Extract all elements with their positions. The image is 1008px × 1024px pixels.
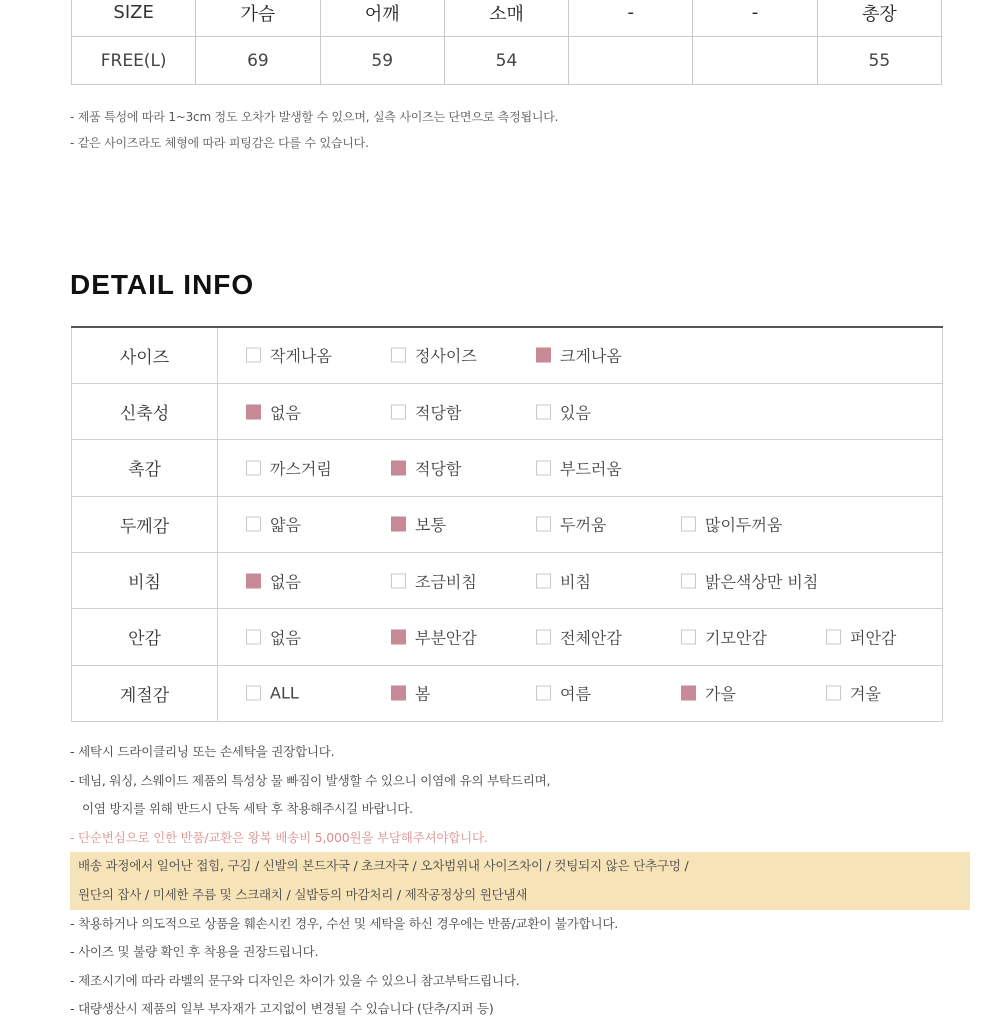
detail-info-title: DETAIL INFO bbox=[70, 269, 255, 300]
unchecked-box-icon bbox=[246, 686, 261, 701]
detail-option bbox=[391, 344, 477, 367]
detail-option bbox=[246, 456, 332, 479]
size-header-cell: 가슴 bbox=[196, 0, 320, 37]
size-cell: 55 bbox=[817, 37, 941, 85]
unchecked-box-icon bbox=[536, 517, 551, 532]
exclusion-note bbox=[70, 852, 970, 881]
detail-option-label: ALL bbox=[270, 683, 299, 703]
detail-row-label: 두께감 bbox=[72, 496, 218, 552]
detail-option bbox=[391, 625, 477, 648]
detail-row-options bbox=[218, 327, 943, 383]
detail-info-table bbox=[71, 326, 943, 722]
detail-option bbox=[391, 513, 446, 536]
unchecked-box-icon bbox=[391, 404, 406, 419]
unchecked-box-icon bbox=[246, 629, 261, 644]
detail-option bbox=[681, 513, 782, 536]
detail-option-label: 없음 bbox=[270, 572, 301, 592]
detail-option-label: 부드러움 bbox=[560, 459, 622, 479]
size-cell: 54 bbox=[444, 37, 568, 85]
unchecked-box-icon bbox=[826, 629, 841, 644]
unchecked-box-icon bbox=[246, 348, 261, 363]
care-note: - 착용하거나 의도적으로 상품을 훼손시킨 경우, 수선 및 세탁을 하신 경우에는 반품/교환이 불가합니다. bbox=[70, 915, 619, 931]
detail-row bbox=[72, 383, 943, 439]
care-note: - 제조시기에 따라 라벨의 문구와 디자인은 차이가 있을 수 있으니 참고부탁드립니다. bbox=[70, 972, 520, 988]
detail-row bbox=[72, 609, 943, 665]
detail-option-label: 기모안감 bbox=[705, 628, 767, 648]
size-header-cell: - bbox=[693, 0, 817, 37]
size-table-row bbox=[72, 37, 942, 85]
detail-option-label: 있음 bbox=[560, 403, 591, 423]
detail-row-label: 계절감 bbox=[72, 665, 218, 721]
checked-box-icon bbox=[246, 404, 261, 419]
size-cell bbox=[693, 37, 817, 85]
detail-option-label: 적당함 bbox=[415, 403, 462, 423]
size-header-cell: - bbox=[569, 0, 693, 37]
checked-box-icon bbox=[391, 629, 406, 644]
detail-option bbox=[536, 625, 622, 648]
detail-option-label: 가을 bbox=[705, 684, 736, 704]
checked-box-icon bbox=[391, 460, 406, 475]
detail-row-options bbox=[218, 496, 943, 552]
detail-row bbox=[72, 327, 943, 383]
detail-row-options bbox=[218, 665, 943, 721]
exclusion-note bbox=[70, 881, 970, 910]
unchecked-box-icon bbox=[536, 573, 551, 588]
detail-option-label: 부분안감 bbox=[415, 628, 477, 648]
size-header-cell: 소매 bbox=[444, 0, 568, 37]
detail-option-label: 두꺼움 bbox=[560, 515, 607, 535]
detail-option bbox=[391, 400, 461, 423]
size-header-cell: 어깨 bbox=[320, 0, 444, 37]
checked-box-icon bbox=[391, 686, 406, 701]
detail-option bbox=[536, 456, 622, 479]
detail-option bbox=[391, 456, 461, 479]
detail-option bbox=[246, 684, 299, 703]
detail-option bbox=[826, 682, 881, 705]
detail-option-label: 여름 bbox=[560, 684, 591, 704]
detail-option-label: 조금비침 bbox=[415, 572, 477, 592]
checked-box-icon bbox=[246, 573, 261, 588]
unchecked-box-icon bbox=[391, 348, 406, 363]
care-note: - 세탁시 드라이클리닝 또는 손세탁을 권장합니다. bbox=[70, 744, 335, 759]
detail-option bbox=[681, 682, 736, 705]
unchecked-box-icon bbox=[536, 404, 551, 419]
unchecked-box-icon bbox=[681, 517, 696, 532]
size-note: - 제품 특성에 따라 1~3cm 정도 오차가 발생할 수 있으며, 실측 사이즈는 단면으로 측정됩니다. bbox=[70, 110, 559, 124]
highlight-text: 배송 과정에서 일어난 접힘, 구김 / 신발의 본드자국 / 초크자국 / 오차범위내 사이즈차이 / 컷팅되지 않은 단추구멍 / bbox=[72, 856, 694, 875]
detail-option-label: 까스거림 bbox=[270, 459, 332, 479]
detail-option bbox=[246, 344, 332, 367]
detail-row bbox=[72, 552, 943, 608]
detail-option-label: 밝은색상만 비침 bbox=[705, 572, 819, 592]
size-note: - 같은 사이즈라도 체형에 따라 피팅감은 다를 수 있습니다. bbox=[70, 136, 369, 150]
unchecked-box-icon bbox=[246, 460, 261, 475]
size-header-cell: SIZE bbox=[72, 0, 196, 37]
detail-option-label: 없음 bbox=[270, 403, 301, 423]
detail-option bbox=[536, 682, 591, 705]
checked-box-icon bbox=[536, 348, 551, 363]
size-table bbox=[71, 0, 942, 85]
size-table-header bbox=[72, 0, 942, 37]
highlight-text: 원단의 잡사 / 미세한 주름 및 스크래치 / 실밥등의 마감처리 / 제작공정상의 원단냄새 bbox=[72, 885, 533, 904]
detail-option-label: 작게나옴 bbox=[270, 346, 332, 366]
detail-option bbox=[536, 513, 606, 536]
detail-option bbox=[246, 513, 301, 536]
return-fee-note: - 단순변심으로 인한 반품/교환은 왕복 배송비 5,000원을 부담해주셔야합니다. bbox=[70, 829, 488, 845]
unchecked-box-icon bbox=[681, 573, 696, 588]
size-header-cell: 총장 bbox=[817, 0, 941, 37]
checked-box-icon bbox=[681, 686, 696, 701]
detail-option bbox=[536, 400, 591, 423]
detail-option bbox=[246, 400, 301, 423]
care-note: - 사이즈 및 불량 확인 후 착용을 권장드립니다. bbox=[70, 944, 319, 960]
detail-option-label: 크게나옴 bbox=[560, 346, 622, 366]
checked-box-icon bbox=[391, 517, 406, 532]
detail-option-label: 비침 bbox=[560, 572, 591, 592]
care-notes bbox=[70, 738, 970, 1024]
detail-row bbox=[72, 440, 943, 496]
detail-option-label: 전체안감 bbox=[560, 628, 622, 648]
detail-row-label: 신축성 bbox=[72, 383, 218, 439]
unchecked-box-icon bbox=[391, 573, 406, 588]
detail-option bbox=[246, 625, 301, 648]
detail-option bbox=[536, 569, 591, 592]
care-note: - 대량생산시 제품의 일부 부자재가 고지없이 변경될 수 있습니다 (단추/지퍼 등) bbox=[70, 1001, 494, 1017]
unchecked-box-icon bbox=[536, 686, 551, 701]
detail-row-options bbox=[218, 609, 943, 665]
detail-row bbox=[72, 665, 943, 721]
detail-option-label: 퍼안감 bbox=[850, 628, 897, 648]
detail-row-options bbox=[218, 552, 943, 608]
unchecked-box-icon bbox=[246, 517, 261, 532]
detail-option bbox=[536, 344, 622, 367]
detail-option bbox=[826, 625, 896, 648]
detail-row-options bbox=[218, 440, 943, 496]
size-cell: FREE(L) bbox=[72, 37, 196, 85]
detail-option bbox=[681, 569, 818, 592]
detail-option-label: 없음 bbox=[270, 628, 301, 648]
detail-row bbox=[72, 496, 943, 552]
detail-option-label: 봄 bbox=[415, 684, 431, 704]
size-cell: 59 bbox=[320, 37, 444, 85]
detail-row-label: 안감 bbox=[72, 609, 218, 665]
detail-option-label: 적당함 bbox=[415, 459, 462, 479]
unchecked-box-icon bbox=[536, 460, 551, 475]
unchecked-box-icon bbox=[536, 629, 551, 644]
detail-option-label: 많이두꺼움 bbox=[705, 515, 783, 535]
detail-row-label: 비침 bbox=[72, 552, 218, 608]
detail-option-label: 얇음 bbox=[270, 515, 301, 535]
care-note: - 데님, 워싱, 스웨이드 제품의 특성상 물 빠짐이 발생할 수 있으니 이염에 유의 부탁드리며, bbox=[70, 772, 551, 788]
care-note: 이염 방지를 위해 반드시 단독 세탁 후 착용해주시길 바랍니다. bbox=[82, 801, 413, 817]
detail-option bbox=[246, 569, 301, 592]
detail-option bbox=[681, 625, 767, 648]
detail-option bbox=[391, 569, 477, 592]
detail-option-label: 겨울 bbox=[850, 684, 881, 704]
detail-row-options bbox=[218, 383, 943, 439]
detail-row-label: 촉감 bbox=[72, 440, 218, 496]
unchecked-box-icon bbox=[826, 686, 841, 701]
detail-row-label: 사이즈 bbox=[72, 327, 218, 383]
unchecked-box-icon bbox=[681, 629, 696, 644]
detail-option-label: 정사이즈 bbox=[415, 346, 477, 366]
size-cell: 69 bbox=[196, 37, 320, 85]
size-cell bbox=[569, 37, 693, 85]
detail-option bbox=[391, 682, 430, 705]
detail-option-label: 보통 bbox=[415, 515, 446, 535]
